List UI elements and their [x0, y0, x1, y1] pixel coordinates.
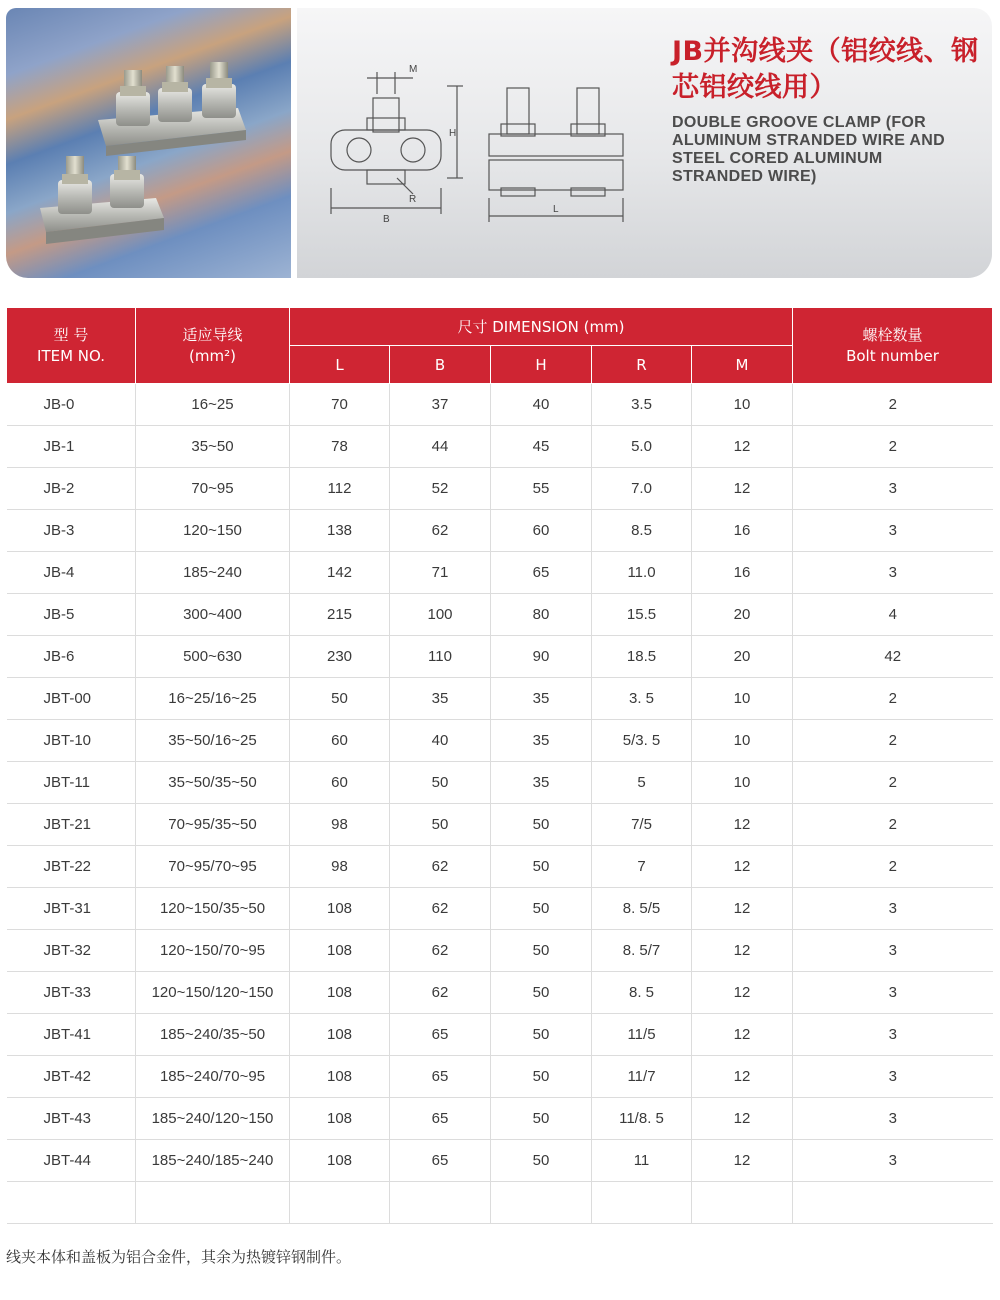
table-row — [7, 1056, 993, 1098]
cell-dim-l: 230 — [290, 636, 390, 678]
cell-dim-b: 44 — [390, 426, 491, 468]
cell-dim-b: 35 — [390, 678, 491, 720]
cell-bolt-number: 3 — [793, 888, 993, 930]
cell-dim-m: 12 — [692, 1098, 793, 1140]
cell-wire-range: 16~25 — [136, 384, 290, 426]
cell-dim-l: 108 — [290, 1056, 390, 1098]
table-row — [7, 468, 993, 510]
cell-dim-r: 8. 5 — [592, 972, 692, 1014]
cell-wire-range: 300~400 — [136, 594, 290, 636]
cell-dim-r: 5/3. 5 — [592, 720, 692, 762]
cell-dim-b: 62 — [390, 888, 491, 930]
cell-bolt-number: 2 — [793, 678, 993, 720]
footnote: 线夹本体和盖板为铝合金件，其余为热镀锌钢制件。 — [6, 1248, 352, 1266]
cell-dim-h: 50 — [491, 1056, 592, 1098]
cell-dim-h: 65 — [491, 552, 592, 594]
cell-dim-l: 142 — [290, 552, 390, 594]
header-dim-r: R — [592, 346, 692, 384]
cell-bolt-number: 3 — [793, 930, 993, 972]
table-row — [7, 804, 993, 846]
header-dim-h: H — [491, 346, 592, 384]
cell-dim-h: 50 — [491, 804, 592, 846]
cell-dim-l: 138 — [290, 510, 390, 552]
cell-dim-r: 11/7 — [592, 1056, 692, 1098]
page-title: JB并沟线夹（铝绞线、钢芯铝绞线用） — [672, 36, 979, 103]
cell-dim-h: 50 — [491, 1098, 592, 1140]
table-row — [7, 426, 993, 468]
dim-label-h: H — [449, 128, 457, 139]
cell-dim-r — [592, 1182, 692, 1224]
cell-dim-b: 62 — [390, 510, 491, 552]
cell-wire-range: 185~240/120~150 — [136, 1098, 290, 1140]
cell-dim-h: 50 — [491, 1014, 592, 1056]
cell-dim-l: 60 — [290, 762, 390, 804]
cell-dim-m: 12 — [692, 888, 793, 930]
cell-item-no: JBT-32 — [7, 930, 136, 972]
cell-dim-h: 35 — [491, 678, 592, 720]
cell-dim-h — [491, 1182, 592, 1224]
table-row — [7, 510, 993, 552]
cell-wire-range: 35~50/16~25 — [136, 720, 290, 762]
cell-bolt-number: 3 — [793, 1056, 993, 1098]
cell-bolt-number — [793, 1182, 993, 1224]
cell-dim-l: 60 — [290, 720, 390, 762]
cell-dim-l: 108 — [290, 930, 390, 972]
cell-dim-r: 3.5 — [592, 384, 692, 426]
cell-wire-range: 185~240/70~95 — [136, 1056, 290, 1098]
cell-bolt-number: 3 — [793, 972, 993, 1014]
cell-wire-range: 70~95/70~95 — [136, 846, 290, 888]
cell-dim-l: 98 — [290, 846, 390, 888]
table-row — [7, 636, 993, 678]
cell-dim-l: 50 — [290, 678, 390, 720]
spec-table — [6, 307, 993, 1224]
cell-dim-m: 12 — [692, 804, 793, 846]
cell-dim-b: 52 — [390, 468, 491, 510]
cell-dim-r: 11 — [592, 1140, 692, 1182]
cell-dim-r: 7 — [592, 846, 692, 888]
table-row — [7, 762, 993, 804]
table-row — [7, 1140, 993, 1182]
cell-dim-h: 50 — [491, 972, 592, 1014]
cell-dim-l: 78 — [290, 426, 390, 468]
cell-wire-range — [136, 1182, 290, 1224]
cell-item-no: JBT-21 — [7, 804, 136, 846]
cell-dim-m: 20 — [692, 636, 793, 678]
cell-bolt-number: 2 — [793, 762, 993, 804]
cell-dim-l: 108 — [290, 1098, 390, 1140]
cell-item-no: JB-1 — [7, 426, 136, 468]
cell-dim-h: 50 — [491, 930, 592, 972]
cell-dim-l: 108 — [290, 888, 390, 930]
cell-dim-l: 70 — [290, 384, 390, 426]
cell-dim-b: 65 — [390, 1056, 491, 1098]
cell-wire-range: 120~150/70~95 — [136, 930, 290, 972]
cell-wire-range: 185~240 — [136, 552, 290, 594]
cell-wire-range: 500~630 — [136, 636, 290, 678]
product-photo — [6, 8, 291, 278]
cell-bolt-number: 3 — [793, 1014, 993, 1056]
cell-dim-b: 65 — [390, 1014, 491, 1056]
cell-dim-m: 10 — [692, 678, 793, 720]
cell-dim-m: 12 — [692, 846, 793, 888]
table-row — [7, 678, 993, 720]
cell-wire-range: 70~95 — [136, 468, 290, 510]
cell-dim-h: 50 — [491, 888, 592, 930]
cell-bolt-number: 3 — [793, 1140, 993, 1182]
cell-wire-range: 120~150 — [136, 510, 290, 552]
cell-dim-b: 65 — [390, 1140, 491, 1182]
cell-dim-m: 10 — [692, 762, 793, 804]
cell-dim-m: 10 — [692, 384, 793, 426]
cell-dim-b: 62 — [390, 846, 491, 888]
cell-bolt-number: 2 — [793, 384, 993, 426]
cell-wire-range: 70~95/35~50 — [136, 804, 290, 846]
cell-dim-l: 215 — [290, 594, 390, 636]
dim-label-b: B — [383, 214, 390, 225]
cell-wire-range: 185~240/185~240 — [136, 1140, 290, 1182]
table-row — [7, 1014, 993, 1056]
header-dim-l: L — [290, 346, 390, 384]
header-dim-b: B — [390, 346, 491, 384]
cell-dim-l — [290, 1182, 390, 1224]
cell-dim-r: 8.5 — [592, 510, 692, 552]
header-bolt-number: 螺栓数量 Bolt number — [793, 308, 993, 384]
cell-dim-b: 62 — [390, 930, 491, 972]
cell-dim-m: 12 — [692, 972, 793, 1014]
cell-dim-r: 7.0 — [592, 468, 692, 510]
cell-wire-range: 185~240/35~50 — [136, 1014, 290, 1056]
cell-dim-r: 15.5 — [592, 594, 692, 636]
cell-item-no: JBT-22 — [7, 846, 136, 888]
cell-bolt-number: 42 — [793, 636, 993, 678]
cell-bolt-number: 4 — [793, 594, 993, 636]
table-row — [7, 930, 993, 972]
cell-wire-range: 35~50/35~50 — [136, 762, 290, 804]
cell-dim-b — [390, 1182, 491, 1224]
dim-label-m: M — [409, 64, 418, 75]
cell-dim-b: 65 — [390, 1098, 491, 1140]
cell-item-no: JBT-43 — [7, 1098, 136, 1140]
cell-item-no: JB-3 — [7, 510, 136, 552]
cell-dim-m: 12 — [692, 1140, 793, 1182]
header-dimension: 尺寸 DIMENSION (mm) — [290, 308, 793, 346]
cell-dim-r: 18.5 — [592, 636, 692, 678]
cell-item-no: JB-4 — [7, 552, 136, 594]
table-row — [7, 384, 993, 426]
dim-label-r: R — [409, 194, 417, 205]
cell-dim-m: 12 — [692, 930, 793, 972]
cell-item-no: JBT-00 — [7, 678, 136, 720]
table-row — [7, 552, 993, 594]
cell-item-no: JBT-33 — [7, 972, 136, 1014]
cell-dim-r: 7/5 — [592, 804, 692, 846]
cell-bolt-number: 2 — [793, 846, 993, 888]
cell-item-no: JBT-41 — [7, 1014, 136, 1056]
cell-dim-r: 11.0 — [592, 552, 692, 594]
table-row — [7, 846, 993, 888]
cell-item-no: JBT-31 — [7, 888, 136, 930]
cell-dim-b: 62 — [390, 972, 491, 1014]
table-row — [7, 1182, 993, 1224]
table-row — [7, 972, 993, 1014]
cell-dim-h: 90 — [491, 636, 592, 678]
page-subtitle: DOUBLE GROOVE CLAMP (FOR ALUMINUM STRANDED WIRE AND STEEL CORED ALUMINUM STRANDED WIRE) — [672, 114, 945, 185]
cell-dim-b: 40 — [390, 720, 491, 762]
cell-dim-h: 35 — [491, 762, 592, 804]
table-row — [7, 888, 993, 930]
cell-item-no: JB-5 — [7, 594, 136, 636]
cell-dim-m: 12 — [692, 1056, 793, 1098]
cell-bolt-number: 2 — [793, 720, 993, 762]
table-row — [7, 594, 993, 636]
dim-label-l: L — [553, 204, 559, 215]
cell-dim-r: 11/5 — [592, 1014, 692, 1056]
cell-dim-m: 12 — [692, 426, 793, 468]
cell-dim-h: 80 — [491, 594, 592, 636]
cell-bolt-number: 3 — [793, 468, 993, 510]
cell-dim-r: 5.0 — [592, 426, 692, 468]
cell-bolt-number: 2 — [793, 426, 993, 468]
cell-dim-r: 5 — [592, 762, 692, 804]
cell-item-no: JBT-10 — [7, 720, 136, 762]
cell-dim-l: 108 — [290, 1140, 390, 1182]
cell-dim-l: 112 — [290, 468, 390, 510]
cell-dim-l: 98 — [290, 804, 390, 846]
cell-dim-b: 50 — [390, 804, 491, 846]
cell-item-no: JB-6 — [7, 636, 136, 678]
cell-dim-m: 10 — [692, 720, 793, 762]
cell-dim-m: 20 — [692, 594, 793, 636]
cell-dim-b: 100 — [390, 594, 491, 636]
cell-dim-h: 50 — [491, 1140, 592, 1182]
table-row — [7, 1098, 993, 1140]
drawing-panel — [297, 8, 992, 278]
cell-dim-h: 35 — [491, 720, 592, 762]
cell-wire-range: 120~150/120~150 — [136, 972, 290, 1014]
cell-dim-h: 50 — [491, 846, 592, 888]
cell-wire-range: 120~150/35~50 — [136, 888, 290, 930]
cell-dim-b: 50 — [390, 762, 491, 804]
cell-item-no: JBT-11 — [7, 762, 136, 804]
cell-dim-m: 16 — [692, 552, 793, 594]
cell-wire-range: 35~50 — [136, 426, 290, 468]
cell-dim-r: 8. 5/7 — [592, 930, 692, 972]
cell-item-no: JBT-42 — [7, 1056, 136, 1098]
cell-dim-r: 8. 5/5 — [592, 888, 692, 930]
cell-item-no — [7, 1182, 136, 1224]
cell-dim-b: 37 — [390, 384, 491, 426]
cell-item-no: JBT-44 — [7, 1140, 136, 1182]
cell-wire-range: 16~25/16~25 — [136, 678, 290, 720]
dimension-drawing — [317, 58, 637, 238]
cell-dim-h: 60 — [491, 510, 592, 552]
header-dim-m: M — [692, 346, 793, 384]
clamp-photo-illustration — [6, 8, 291, 278]
header-wire: 适应导线 (mm²) — [136, 308, 290, 384]
header-item-no: 型 号 ITEM NO. — [7, 308, 136, 384]
cell-bolt-number: 2 — [793, 804, 993, 846]
cell-dim-m: 16 — [692, 510, 793, 552]
cell-bolt-number: 3 — [793, 1098, 993, 1140]
cell-item-no: JB-2 — [7, 468, 136, 510]
cell-bolt-number: 3 — [793, 510, 993, 552]
cell-dim-m — [692, 1182, 793, 1224]
table-body — [7, 384, 993, 1224]
cell-item-no: JB-0 — [7, 384, 136, 426]
cell-dim-h: 55 — [491, 468, 592, 510]
cell-dim-l: 108 — [290, 1014, 390, 1056]
cell-dim-h: 40 — [491, 384, 592, 426]
cell-dim-b: 110 — [390, 636, 491, 678]
cell-dim-m: 12 — [692, 1014, 793, 1056]
table-row — [7, 720, 993, 762]
cell-dim-h: 45 — [491, 426, 592, 468]
cell-dim-r: 3. 5 — [592, 678, 692, 720]
cell-bolt-number: 3 — [793, 552, 993, 594]
cell-dim-r: 11/8. 5 — [592, 1098, 692, 1140]
cell-dim-b: 71 — [390, 552, 491, 594]
cell-dim-l: 108 — [290, 972, 390, 1014]
cell-dim-m: 12 — [692, 468, 793, 510]
